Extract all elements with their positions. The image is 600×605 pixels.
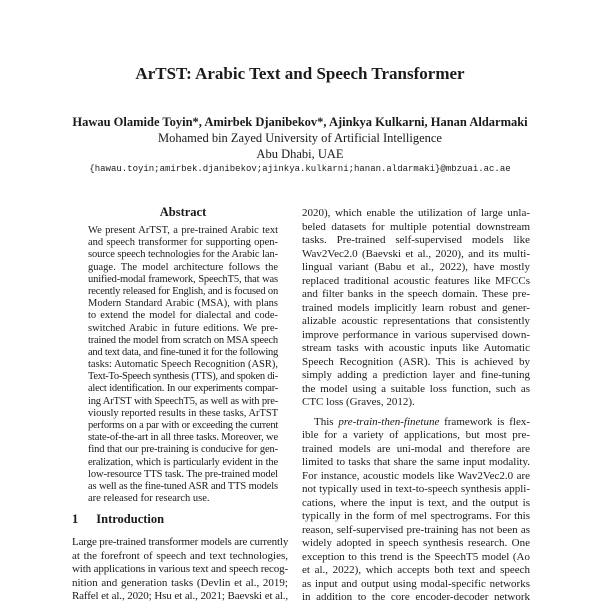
section-title: Introduction <box>96 512 165 526</box>
text-line: exception to this trend is the SpeechT5 model (Ao <box>302 550 530 563</box>
text-line: widely adopted in speech synthesis research. One <box>302 537 530 549</box>
text-line: CTC loss (Graves, 2012). <box>302 396 415 408</box>
text-line: We present ArTST, a pre-trained Arabic text <box>88 225 278 236</box>
affiliation: Mohamed bin Zayed University of Artificial Intelligence <box>158 131 442 145</box>
text-line: switched Arabic in future editions. We pre- <box>88 322 278 334</box>
text-line: Wav2Vec2.0 (Baevski et al., 2020), and its multi- <box>302 247 530 260</box>
text-line: typically in the form of mel spectrograms. For this <box>302 510 530 522</box>
text-line: in addition to the core encoder-decoder network <box>302 591 530 603</box>
text-line: viously reported results in these tasks, ArTST <box>88 407 278 419</box>
section-heading-introduction <box>72 512 182 527</box>
text-line: reason, self-supervised pre-training has not been as <box>302 523 530 536</box>
text-fragment: This <box>314 415 339 428</box>
text-line: and speech transformer for supporting open- <box>88 237 278 249</box>
text-line: performs on a par with or exceeding the current <box>88 420 278 431</box>
text-line: recently released for English, and is focused on <box>88 285 278 297</box>
abstract-body <box>88 225 278 505</box>
text-line: are released for research use. <box>88 493 210 505</box>
text-line: improve performance in various supervised down- <box>302 328 530 341</box>
text-line: nition and generation tasks (Devlin et al., 2019; <box>72 576 288 589</box>
text-line: find that our pre-training is conducive for gen- <box>88 444 278 456</box>
text-line: et al., 2022), which accepts both text and speech <box>302 564 530 576</box>
author-list: Hawau Olamide Toyin*, Amirbek Djanibekov*, Ajinkya Kulkarni, Hanan Aldarmaki <box>72 115 528 129</box>
text-line: trained the model from scratch on MSA speech <box>88 334 278 346</box>
text-line: limited to tasks that share the same input modality. <box>302 456 530 468</box>
text-line: lingual variant (Babu et al., 2022), have mostly <box>302 261 530 273</box>
text-line: state-of-the-art in all three tasks. Moreover, we <box>88 432 278 444</box>
right-column-body <box>302 207 530 605</box>
text-line: unified-modal framework, SpeechT5, that was <box>88 273 278 285</box>
section-number: 1 <box>72 512 79 526</box>
text-line: stream tasks with acoustic inputs like Automatic <box>302 342 530 354</box>
introduction-body <box>72 536 288 604</box>
text-line: low-resource TTS task. The pre-trained model <box>88 468 278 480</box>
paper-title: ArTST: Arabic Text and Speech Transformer <box>135 64 465 83</box>
text-fragment: framework is flex- <box>439 415 530 428</box>
text-line: guage. The model architecture follows the <box>88 261 278 273</box>
emphasized-term: pre-train-then-finetune <box>338 415 440 428</box>
text-line: to extend the model for dialectal and code- <box>88 310 278 322</box>
text-line: and text data, and fine-tuned it for the following <box>88 346 278 358</box>
abstract-heading: Abstract <box>159 205 207 219</box>
text-line: source speech technologies for the Arabic lan- <box>88 249 278 261</box>
text-line: Speech Recognition (ASR). This is achieved by <box>302 355 530 368</box>
location: Abu Dhabi, UAE <box>256 147 344 161</box>
text-line: the model using a suitable loss function, such as <box>302 382 530 395</box>
text-line: trained models implicitly learn robust and gener- <box>302 301 530 314</box>
text-line: not typically used in text-to-speech synthesis appli- <box>302 483 530 495</box>
text-line: simply adding a prediction layer and fine-tuning <box>302 369 530 381</box>
text-line: replaced traditional acoustic features like MFCCs <box>302 274 530 287</box>
text-line: tasks. Pre-trained self-supervised models like <box>302 234 530 246</box>
text-line: Text-To-Speech synthesis (TTS), and spoken di- <box>88 371 278 383</box>
text-line: beled datasets for multiple potential downstream <box>302 220 530 233</box>
text-line: alizable acoustic representations that consistently <box>302 315 530 327</box>
text-line: as well as the fine-tuned ASR and TTS models <box>88 480 278 492</box>
text-line <box>302 416 530 430</box>
text-line: with applications in various text and speech recog- <box>72 563 288 576</box>
text-line: at the forefront of speech and text technologies, <box>72 549 288 562</box>
text-line: eralization, which is particularly evident in the <box>88 456 278 468</box>
text-line: trained models are uni-modal and therefore are <box>302 442 530 455</box>
text-line: alect identification. In our experiments compar- <box>88 383 278 395</box>
text-line: Large pre-trained transformer models are currently <box>72 536 289 548</box>
text-line: Raffel et al., 2020; Hsu et al., 2021; Baevski et al., <box>72 590 288 603</box>
text-line: Modern Standard Arabic (MSA), with plans <box>88 298 278 310</box>
text-line: 2020), which enable the utilization of large unla- <box>302 207 530 219</box>
text-line: ible for a variety of applications, but most pre- <box>302 429 530 441</box>
text-line: For instance, acoustic models like Wav2Vec2.0 are <box>302 469 530 482</box>
text-line: tasks: Automatic Speech Recognition (ASR), <box>88 359 278 371</box>
text-line: cations, where the input is text, and the output is <box>302 496 530 509</box>
text-line: and filter banks in the speech domain. These pre- <box>302 288 530 300</box>
author-emails: {hawau.toyin;amirbek.djanibekov;ajinkya.kulkarni;hanan.aldarmaki}@mbzuai.ac.ae <box>89 164 511 174</box>
text-line: as input and output using modal-specific networks <box>302 577 530 590</box>
text-line: ing ArTST with SpeechT5, as well as with pre- <box>88 395 278 407</box>
